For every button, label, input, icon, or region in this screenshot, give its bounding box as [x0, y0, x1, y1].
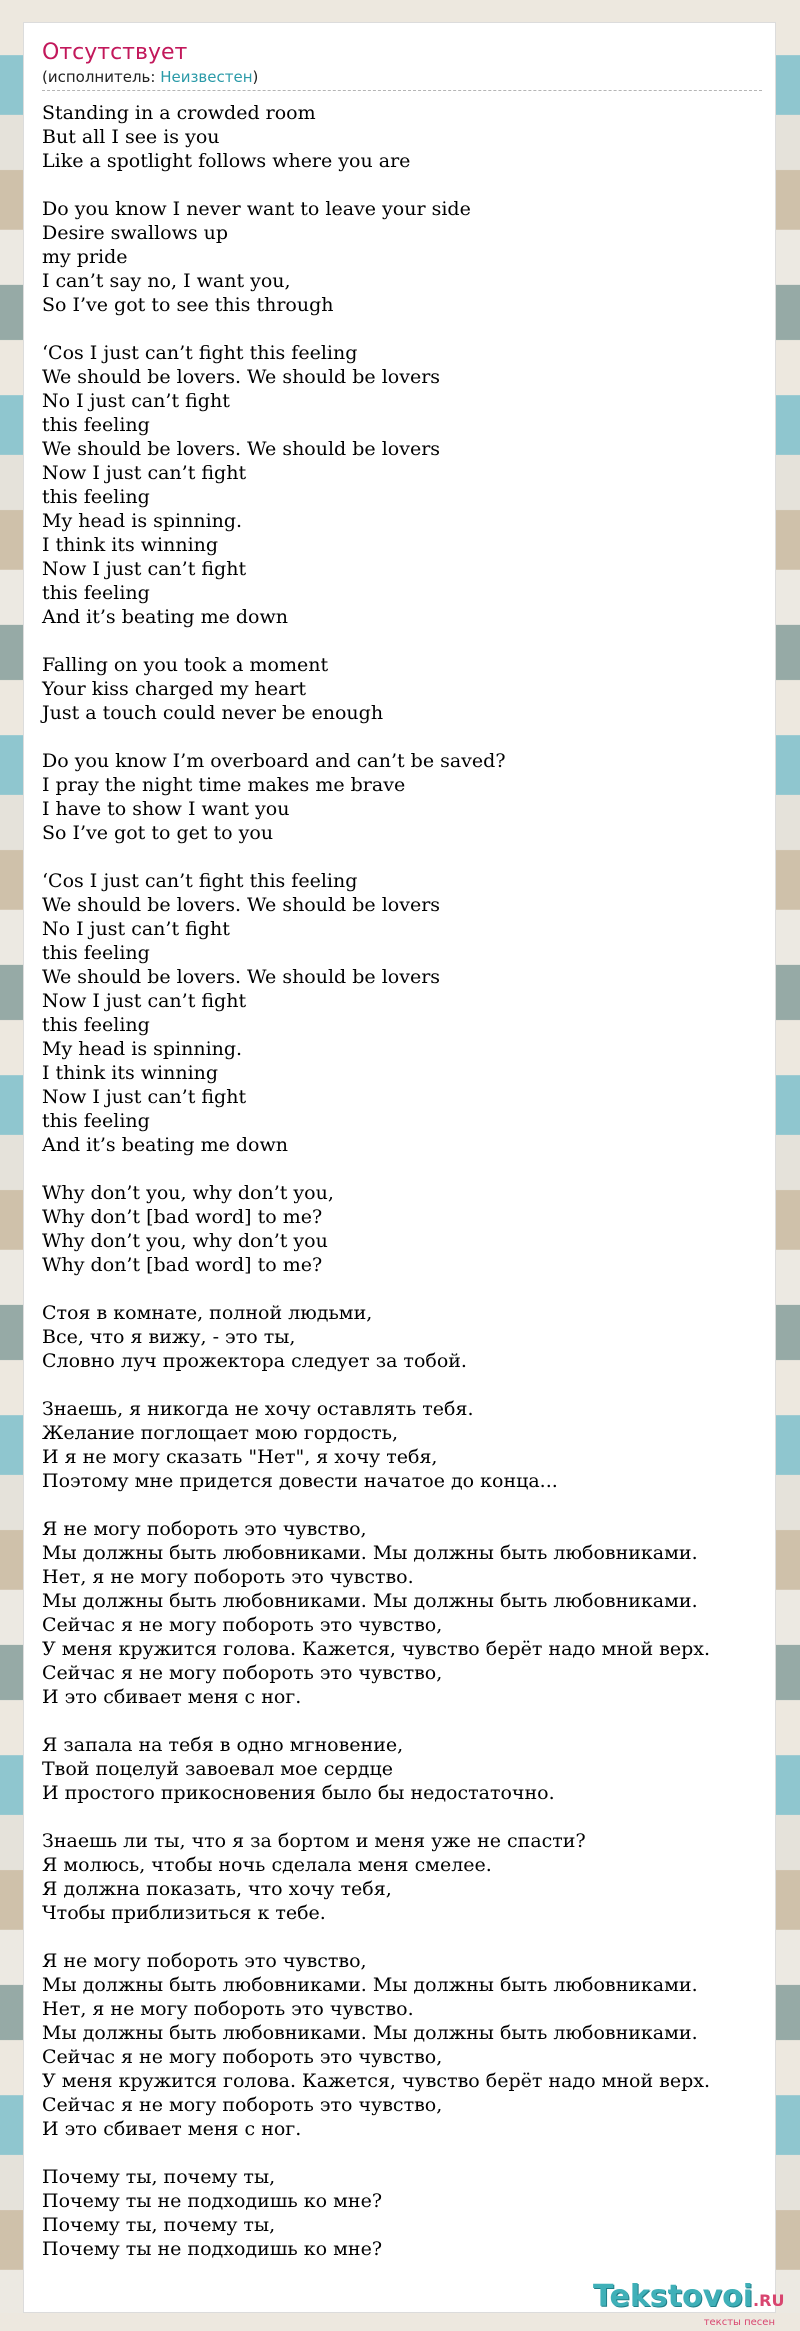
lyrics-line: Сейчас я не могу побороть это чувство, [42, 2094, 443, 2116]
lyrics-line: Now I just can’t fight [42, 462, 247, 484]
lyrics-line: У меня кружится голова. Кажется, чувство берёт надо мной верх. [42, 1638, 711, 1660]
lyrics-line: Falling on you took a moment [42, 654, 329, 676]
lyrics-line: У меня кружится голова. Кажется, чувство берёт надо мной верх. [42, 2070, 711, 2092]
lyrics-line: Just a touch could never be enough [42, 702, 384, 724]
meta-prefix: (исполнитель: [42, 68, 161, 86]
lyrics-line: We should be lovers. We should be lovers [42, 438, 441, 460]
lyrics-line: Нет, я не могу побороть это чувство. [42, 1998, 414, 2020]
lyrics-line: And it’s beating me down [42, 606, 288, 628]
lyrics-line: My head is spinning. [42, 510, 243, 532]
lyrics-line: Я должна показать, что хочу тебя, [42, 1878, 392, 1900]
lyrics-line: Why don’t [bad word] to me? [42, 1206, 323, 1228]
lyrics-line: this feeling [42, 582, 150, 604]
lyrics-blank-line [42, 2141, 767, 2165]
lyrics-line: So I’ve got to get to you [42, 822, 274, 844]
lyrics-line: Now I just can’t fight [42, 1086, 247, 1108]
lyrics-text [42, 101, 767, 2261]
song-header [42, 40, 762, 91]
lyrics-line: Я молюсь, чтобы ночь сделала меня смелее. [42, 1854, 492, 1876]
lyrics-blank-line [42, 1373, 767, 1397]
lyrics-line: Мы должны быть любовниками. Мы должны быть любовниками. [42, 1542, 698, 1564]
logo-tld: .RU [753, 2291, 785, 2310]
lyrics-line: Почему ты не подходишь ко мне? [42, 2238, 383, 2260]
lyrics-line: Почему ты, почему ты, [42, 2166, 276, 2188]
lyrics-line: this feeling [42, 942, 150, 964]
lyrics-line: Сейчас я не могу побороть это чувство, [42, 1662, 443, 1684]
lyrics-line: this feeling [42, 1110, 150, 1132]
lyrics-line: So I’ve got to see this through [42, 294, 334, 316]
lyrics-line: We should be lovers. We should be lovers [42, 894, 441, 916]
lyrics-line: Now I just can’t fight [42, 558, 247, 580]
song-title: Отсутствует [42, 40, 188, 65]
lyrics-line: I think its winning [42, 1062, 219, 1084]
lyrics-line: Do you know I’m overboard and can’t be saved? [42, 750, 506, 772]
lyrics-line: Стоя в комнате, полной людьми, [42, 1302, 373, 1324]
song-meta [42, 67, 762, 87]
lyrics-line: Почему ты не подходишь ко мне? [42, 2190, 383, 2212]
lyrics-line: Now I just can’t fight [42, 990, 247, 1012]
lyrics-line: Сейчас я не могу побороть это чувство, [42, 2046, 443, 2068]
lyrics-line: ‘Cos I just can’t fight this feeling [42, 342, 358, 364]
lyrics-line: We should be lovers. We should be lovers [42, 966, 441, 988]
lyrics-blank-line [42, 725, 767, 749]
lyrics-blank-line [42, 629, 767, 653]
lyrics-line: Why don’t you, why don’t you, [42, 1182, 334, 1204]
lyrics-line: this feeling [42, 1014, 150, 1036]
lyrics-line: Поэтому мне придется довести начатое до конца... [42, 1470, 558, 1492]
artist-link[interactable]: Неизвестен [160, 68, 253, 86]
lyrics-blank-line [42, 1805, 767, 1829]
lyrics-line: I can’t say no, I want you, [42, 270, 291, 292]
lyrics-line: my pride [42, 246, 128, 268]
lyrics-line: Чтобы приблизиться к тебе. [42, 1902, 326, 1924]
lyrics-line: Словно луч прожектора следует за тобой. [42, 1350, 467, 1372]
lyrics-line: this feeling [42, 414, 150, 436]
lyrics-line: И это сбивает меня с ног. [42, 2118, 302, 2140]
lyrics-line: Мы должны быть любовниками. Мы должны быть любовниками. [42, 1590, 698, 1612]
lyrics-blank-line [42, 1277, 767, 1301]
lyrics-line: Your kiss charged my heart [42, 678, 307, 700]
lyrics-line: I have to show I want you [42, 798, 290, 820]
meta-suffix: ) [252, 68, 259, 86]
lyrics-blank-line [42, 1709, 767, 1733]
lyrics-line: Why don’t you, why don’t you [42, 1230, 328, 1252]
lyrics-line: ‘Cos I just can’t fight this feeling [42, 870, 358, 892]
lyrics-line: My head is spinning. [42, 1038, 243, 1060]
lyrics-line: Нет, я не могу побороть это чувство. [42, 1566, 414, 1588]
logo-wordmark [593, 2281, 793, 2317]
lyrics-blank-line [42, 173, 767, 197]
lyrics-card [23, 22, 785, 2328]
lyrics-line: No I just can’t fight [42, 918, 230, 940]
lyrics-line: Все, что я вижу, - это ты, [42, 1326, 296, 1348]
lyrics-line: But all I see is you [42, 126, 220, 148]
lyrics-line: Standing in a crowded room [42, 102, 316, 124]
lyrics-line: Like a spotlight follows where you are [42, 150, 411, 172]
lyrics-line: Знаешь, я никогда не хочу оставлять тебя. [42, 1398, 474, 1420]
lyrics-line: Твой поцелуй завоевал мое сердце [42, 1758, 393, 1780]
lyrics-line: И простого прикосновения было бы недостаточно. [42, 1782, 555, 1804]
lyrics-line: Почему ты, почему ты, [42, 2214, 276, 2236]
lyrics-line: We should be lovers. We should be lovers [42, 366, 441, 388]
logo-tagline: тексты песен [703, 2317, 775, 2328]
lyrics-line: Я не могу побороть это чувство, [42, 1950, 367, 1972]
lyrics-line: Я не могу побороть это чувство, [42, 1518, 367, 1540]
lyrics-line: Желание поглощает мою гордость, [42, 1422, 398, 1444]
logo-name: Tekstovoi [593, 2279, 754, 2314]
lyrics-line: Мы должны быть любовниками. Мы должны быть любовниками. [42, 1974, 698, 1996]
lyrics-line: And it’s beating me down [42, 1134, 288, 1156]
lyrics-line: И я не могу сказать "Нет", я хочу тебя, [42, 1446, 438, 1468]
lyrics-line: this feeling [42, 486, 150, 508]
lyrics-line: Why don’t [bad word] to me? [42, 1254, 323, 1276]
lyrics-blank-line [42, 1925, 767, 1949]
lyrics-blank-line [42, 1157, 767, 1181]
lyrics-line: И это сбивает меня с ног. [42, 1686, 302, 1708]
lyrics-line: Do you know I never want to leave your side [42, 198, 471, 220]
lyrics-blank-line [42, 845, 767, 869]
lyrics-line: Сейчас я не могу побороть это чувство, [42, 1614, 443, 1636]
lyrics-line: Мы должны быть любовниками. Мы должны быть любовниками. [42, 2022, 698, 2044]
lyrics-line: I pray the night time makes me brave [42, 774, 406, 796]
site-logo[interactable] [593, 2281, 793, 2331]
lyrics-blank-line [42, 1493, 767, 1517]
lyrics-line: Знаешь ли ты, что я за бортом и меня уже не спасти? [42, 1830, 586, 1852]
lyrics-line: Desire swallows up [42, 222, 229, 244]
lyrics-blank-line [42, 317, 767, 341]
lyrics-line: I think its winning [42, 534, 219, 556]
lyrics-line: Я запала на тебя в одно мгновение, [42, 1734, 404, 1756]
lyrics-line: No I just can’t fight [42, 390, 230, 412]
